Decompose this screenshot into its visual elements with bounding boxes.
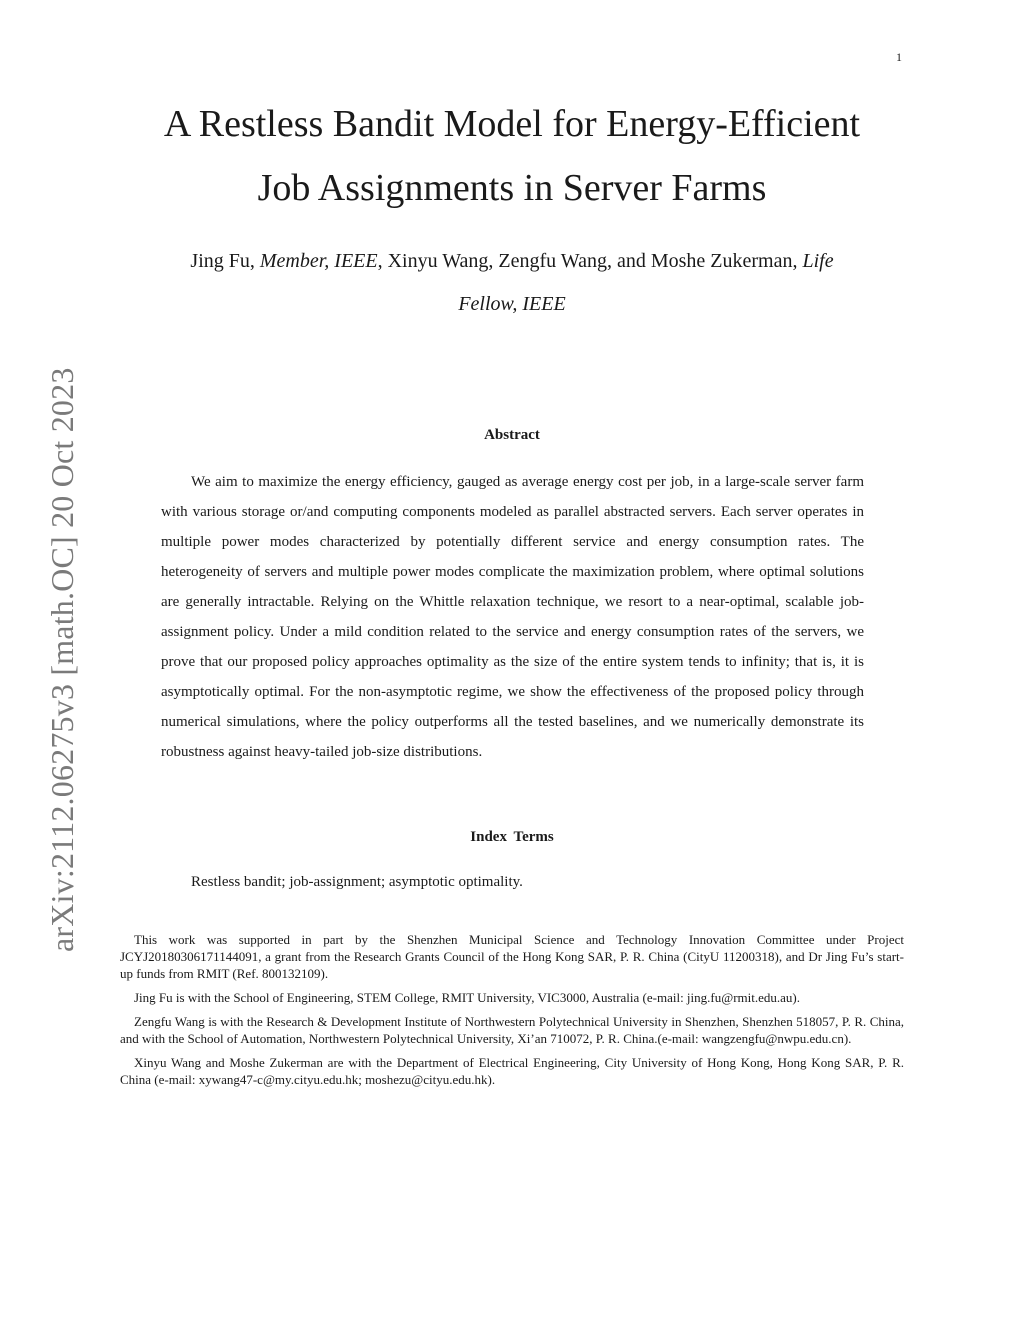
footnotes — [120, 931, 904, 1095]
index-terms-text: Restless bandit; job-assignment; asymptotic optimality. — [191, 874, 523, 890]
author-names-rest: , Xinyu Wang, Zengfu Wang, and Moshe Zukerman, — [377, 250, 803, 272]
author-name-1: Jing Fu, — [190, 250, 260, 272]
abstract-heading: Abstract — [484, 427, 540, 443]
footnote-affiliation-zengfu-wang: Zengfu Wang is with the Research & Development Institute of Northwestern Polytechnical University in Shenzhen, Shenzhen 518057, P. R. China, and with the School of Automation, Northwestern Polytechnical University, Xi’an 710072, P. R. China.(e-mail: wangzengfu@nwpu.edu.cn). — [120, 1014, 904, 1046]
index-terms-heading: Index Terms — [470, 829, 554, 845]
abstract-text: We aim to maximize the energy efficiency, gauged as average energy cost per job, in a large-scale server farm with various storage or/and computing components modeled as parallel abstracted servers. Each server operates in multiple power modes characterized by potentially different service and energy consumption rates. The heterogeneity of servers and multiple power modes complicate the maximization problem, where optimal solutions are generally intractable. Relying on the Whittle relaxation technique, we resort to a near-optimal, scalable job-assignment policy. Under a mild condition related to the service and energy consumption rates of the servers, we prove that our proposed policy approaches optimality as the size of the entire system tends to infinity; that is, it is asymptotically optimal. For the non-asymptotic regime, we show the effectiveness of the proposed policy through numerical simulations, where the policy outperforms all the tested baselines, and we numerically demonstrate its robustness against heavy-tailed job-size distributions. — [161, 474, 864, 760]
page-number: 1 — [896, 50, 902, 64]
paper-title-line-1: A Restless Bandit Model for Energy-Efficient — [163, 103, 861, 145]
paper-title — [0, 92, 1024, 220]
paper-title-line-2: Job Assignments in Server Farms — [257, 167, 767, 209]
footnote-affiliation-wang-zukerman: Xinyu Wang and Moshe Zukerman are with the Department of Electrical Engineering, City University of Hong Kong, Hong Kong SAR, P. R. China (e-mail: xywang47-c@my.cityu.edu.hk; moshezu@cityu.edu.hk). — [120, 1055, 904, 1087]
author-list — [110, 240, 914, 326]
arxiv-identifier-stamp[interactable]: arXiv:2112.06275v3 [math.OC] 20 Oct 2023 — [44, 367, 80, 952]
author-line-1 — [110, 240, 914, 283]
footnote-funding: This work was supported in part by the Shenzhen Municipal Science and Technology Innovation Committee under Project JCYJ20180306171144091, a grant from the Research Grants Council of the Hong Kong SAR, P. R. China (CityU 11200318), and Dr Jing Fu’s start-up funds from RMIT (Ref. 800132109). — [120, 932, 904, 981]
footnote-affiliation-jing-fu: Jing Fu is with the School of Engineering, STEM College, RMIT University, VIC3000, Australia (e-mail: jing.fu@rmit.edu.au). — [134, 990, 800, 1005]
author-affiliation-last-part-2: Fellow, IEEE — [458, 293, 566, 315]
author-affiliation-last-part-1: Life — [802, 250, 834, 272]
author-line-2 — [110, 283, 914, 326]
author-affiliation-1: Member, IEEE — [259, 250, 378, 272]
